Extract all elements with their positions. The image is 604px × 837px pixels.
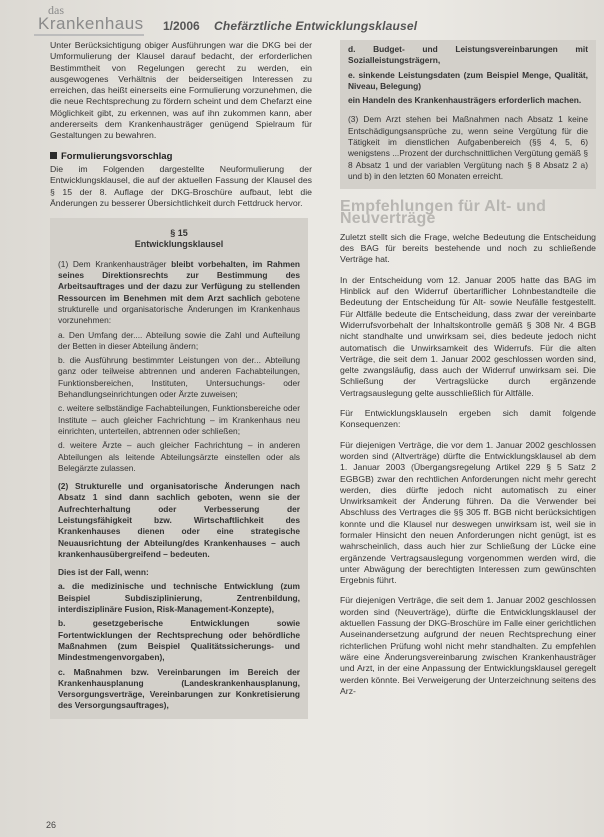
right-paragraph-5: Für diejenigen Verträge, die seit dem 1. Januar 2002 geschlossen worden sind (Neuverträge), dürfte die Entwicklungsklausel der aktuellen Fassung der DKG-Broschüre im Falle einer gerichtlichen Auseinandersetzung aufgrund der neuen Rechtsprechung einer richterlichen Prüfung wohl nicht mehr standhalten. Zu empfehlen wäre eine Änderungsvereinbarung zwischen Krankenhausträger und Arzt, in der eine Anpassung der Entwicklungsklausel geregelt werden könnte. Bei Verweigerung der Unterzeichnung seitens des Arz- [340,595,596,696]
clause-p3b: b. gesetzgeberische Entwicklungen sowie Fortentwicklungen der Rechtsprechung oder behördliche Maßnahmen (zum Beispiel Qualitätssicherungs- und Mindestmengenvorgaben), [58,618,300,663]
clause-tail: ein Handeln des Krankenhausträgers erforderlich machen. [348,95,582,106]
square-bullet-icon [50,152,57,159]
clause-p1 [58,259,300,327]
clause-p3: Dies ist der Fall, wenn: [58,567,149,578]
clause-box [50,218,308,719]
clause-p3a: a. die medizinische und technische Entwicklung (zum Beispiel Subdisziplinierung, Zentrenbildung, interdisziplinäre Fusion, Risk-Management-Konzepte), [58,581,300,615]
section-heading-text: Formulierungsvorschlag [61,150,173,162]
clause-item-e: e. sinkende Leistungsdaten (zum Beispiel Menge, Qualität, Niveau, Belegung) [348,69,588,91]
section-paragraph: Die im Folgenden dargestellte Neuformulierung der Entwicklungsklausel, die auf der aktuellen Fassung der Klausel des § 15 der 8. Auflage der DKG-Broschüre aufbaut, lebt die Änderungen zu besserer Übersichtlichkeit durch Fettdruck hervor. [50,163,312,208]
intro-paragraph: Unter Berücksichtigung obiger Ausführungen war die DKG bei der Umformulierung der Klausel darauf bedacht, der erforderlichen Bestimmtheit von Regelungen gerecht zu werden, ein ausgewogenes Verhältnis der beiderseitigen Interessen zu erreichen, das heißt einerseits eine Formulierung vorzunehmen, die die neue Rechtsprechung zu fördern scheint und dem Chefarzt eine Möglichkeit gibt, zu erkennen, was auf ihn zukommen kann, aber andererseits dem Krankenhausträger genügend Spielraum für Gestaltungen zu bewahren. [50,40,312,141]
page-number: 26 [46,820,57,830]
right-paragraph-1: Zuletzt stellt sich die Frage, welche Bedeutung die Entscheidung des BAG für bereits bestehende und noch zu schließende Verträge hat. [340,231,596,265]
clause-p1-b: gebotene strukturelle und organisatorische Änderungen im Krankenhaus vorzunehmen: [58,292,300,326]
clause-p3c: c. Maßnahmen bzw. Vereinbarungen im Bereich der Krankenhausplanung (Landeskrankenhausplanung, Versorgungsverträge, Vereinbarungen zur Konkretisierung des Versorgungsauftrages), [58,666,300,711]
issue-number: 1/2006 [163,19,200,33]
clause-p3-compensation: (3) Dem Arzt stehen bei Maßnahmen nach Absatz 1 keine Entschädigungsansprüche zu, wenn seine Vergütung für die Tätigkeit im dienstlichen Aufgabenbereich (§§ 4, 5, 6) wenigstens ...Prozent der durchschnittlichen Vergütung gemäß § 8 Absatz 1 und der variablen Vergütung nach § 8 Absatz 2 a) und b) in den letzten 60 Monaten erreicht. [348,114,588,181]
clause-item-b: b. die Ausführung bestimmter Leistungen von der... Abteilung ganz oder teilweise abtrennen und anderen Fachabteilungen, Funktionsbereichen, Instituten, Untersuchungs- oder Behandlungseinrichtungen oder Ärzte zuweisen; [58,355,300,400]
right-paragraph-3: Für Entwicklungsklauseln ergeben sich damit folgende Konsequenzen: [340,408,596,430]
logo-main: Krankenhaus [38,14,144,33]
clause-item-a: a. Den Umfang der.... Abteilung sowie die Zahl und Aufteilung der Betten in dieser Abteilung ändern; [58,329,300,351]
clause-p1-bold: bleibt vorbehalten, im Rahmen seines Direktionsrechts zur Bestimmung des Arbeitsauftrages und der dazu zur Verfügung zu stellenden Ressourcen im Benehmen mit dem Arzt sachlich [58,258,300,303]
clause-p1-a: (1) Dem Krankenhausträger [58,258,172,269]
clause-p2: (2) Strukturelle und organisatorische Änderungen nach Absatz 1 sind dann sachlich geboten, wenn sie der Aufrechterhaltung oder Verbesserung der Leistungsfähigkeit bzw. Wirtschaftlichkeit des Krankenhauses dienen oder eine strategische Neuausrichtung der Abteilung/des Krankenhauses – auch krankenhausübergreifend – bedeuten. [58,481,300,559]
clause-number: § 15 [170,228,188,239]
right-paragraph-2: In der Entscheidung vom 12. Januar 2005 hatte das BAG im Hinblick auf den Widerruf übertariflicher Lohnbestandteile die Bedeutung der Entscheidung für Alt- sowie Neufälle festgestellt. Für Altfälle bedeute die Entscheidung, dass zwar der vereinbarte Widerrufsvorbehalt der Inhaltskontrolle gemäß § 308 Nr. 4 BGB nicht standhalte und unwirksam sei, dies bedeute jedoch nicht automatisch die Unwirksamkeit des Widerrufs. Für die alten Verträge, die seit dem 1. Januar 2002 geschlossen worden sind, gelte zwangsläufig, dass auch der Widerruf unwirksam sei. Die Schließung der Vertragslücke durch ergänzende Vertragsauslegung gelte ausschließlich für Altfälle. [340,274,596,398]
logo-rule [34,34,144,36]
right-column [340,40,596,706]
clause-item-d: d. weitere Ärzte – auch gleicher Fachrichtung – in anderen Abteilungen als leitende Abteilungsärzte einstellen oder als Belegärzte zulassen. [58,440,300,473]
left-column [50,40,312,719]
clause-item-d2: d. Budget- und Leistungsvereinbarungen mit Sozialleistungsträgern, [348,44,588,66]
logo-top: das [48,3,64,17]
clause-box-continued [340,40,596,189]
clause-item-c: c. weitere selbständige Fachabteilungen, Funktionsbereiche oder Institute – auch gleicher Fachrichtung – im Krankenhaus neu einrichten, unterteilen, abtrennen oder schließen; [58,403,300,436]
clause-title: Entwicklungsklausel [134,239,224,250]
masthead [34,4,594,38]
section-title: Empfehlungen für Alt- und Neuverträge [340,198,547,227]
right-paragraph-4: Für diejenigen Verträge, die vor dem 1. Januar 2002 geschlossen worden sind (Altverträge) dürfte die Entwicklungsklausel ab dem 1. Januar 2003 (Übergangsregelung Artikel 229 § 5 Satz 2 EGBGB) zwar den rechtlichen Anforderungen nicht mehr gerecht werden, dies dürfte jedoch nicht automatisch zu einer Unwirksamkeit der Änderung führen. Da die Verwender bei Abschluss des Vertrages die §§ 305 ff. BGB nicht berücksichtigen konnte und die Klausel nur deswegen unwirksam ist, weil sie in formaler Hinsicht den neuen Anforderungen nicht genügt, ist es wahrscheinlich, dass auch hier zur Schließung der Lücke eine ergänzende Vertragsauslegung vorgenommen werden wird, die unter Abwägung der berechtigten Interessen zum gewünschten Ergebnis führt. [340,439,596,586]
section-heading [50,151,312,162]
logo [34,4,154,38]
running-title: Chefärztliche Entwicklungsklausel [214,19,418,33]
